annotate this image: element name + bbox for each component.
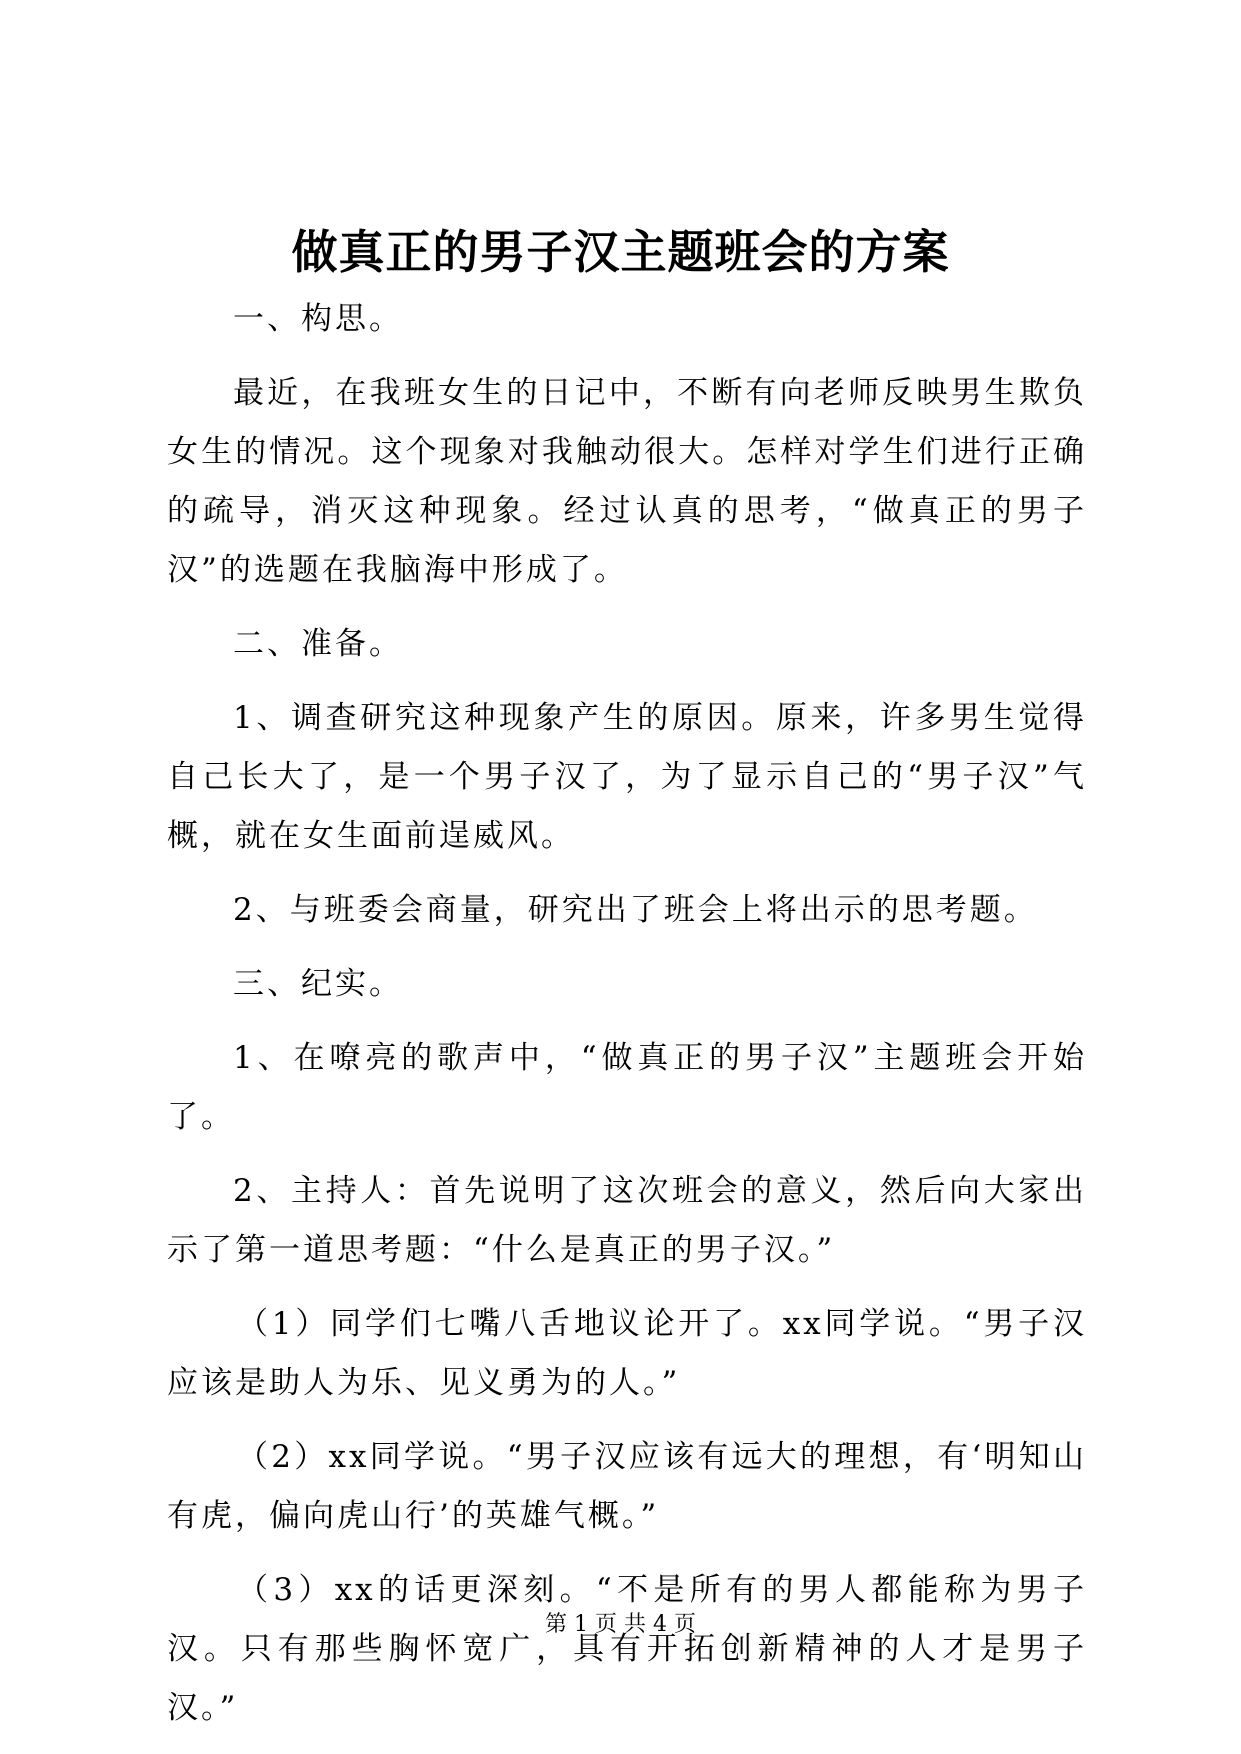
page-footer: 第 1 页 共 4 页 bbox=[545, 1612, 696, 1637]
document-title: 做真正的男子汉主题班会的方案 bbox=[291, 225, 950, 279]
paragraph-record-2-item-1: （1）同学们七嘴八舌地议论开了。xx同学说。“男子汉应该是助人为乐、见义勇为的人。” bbox=[167, 1306, 1087, 1401]
paragraph-record-2-item-3: （3）xx的话更深刻。“不是所有的男人都能称为男子汉。只有那些胸怀宽广，具有开拓创新精神的人才是男子汉。” bbox=[167, 1572, 1087, 1726]
document-body bbox=[167, 290, 1087, 1753]
paragraph-record-2: 2、主持人：首先说明了这次班会的意义，然后向大家出示了第一道思考题：“什么是真正的男子汉。” bbox=[167, 1173, 1087, 1268]
section-heading-preparation: 二、准备。 bbox=[233, 626, 403, 662]
section-heading-concept: 一、构思。 bbox=[233, 301, 403, 337]
section-heading-record: 三、纪实。 bbox=[233, 966, 403, 1002]
paragraph-concept: 最近，在我班女生的日记中，不断有向老师反映男生欺负女生的情况。这个现象对我触动很大。怎样对学生们进行正确的疏导，消灭这种现象。经过认真的思考，“做真正的男子汉”的选题在我脑海中形成了。 bbox=[167, 375, 1087, 588]
paragraph-preparation-2: 2、与班委会商量，研究出了班会上将出示的思考题。 bbox=[233, 892, 1038, 928]
paragraph-record-2-item-2: （2）xx同学说。“男子汉应该有远大的理想，有‘明知山有虎，偏向虎山行’的英雄气概。” bbox=[167, 1439, 1087, 1534]
paragraph-record-1: 1、在嘹亮的歌声中，“做真正的男子汉”主题班会开始了。 bbox=[167, 1040, 1087, 1135]
paragraph-preparation-1: 1、调查研究这种现象产生的原因。原来，许多男生觉得自己长大了，是一个男子汉了，为了显示自己的“男子汉”气概，就在女生面前逞威风。 bbox=[167, 700, 1087, 854]
